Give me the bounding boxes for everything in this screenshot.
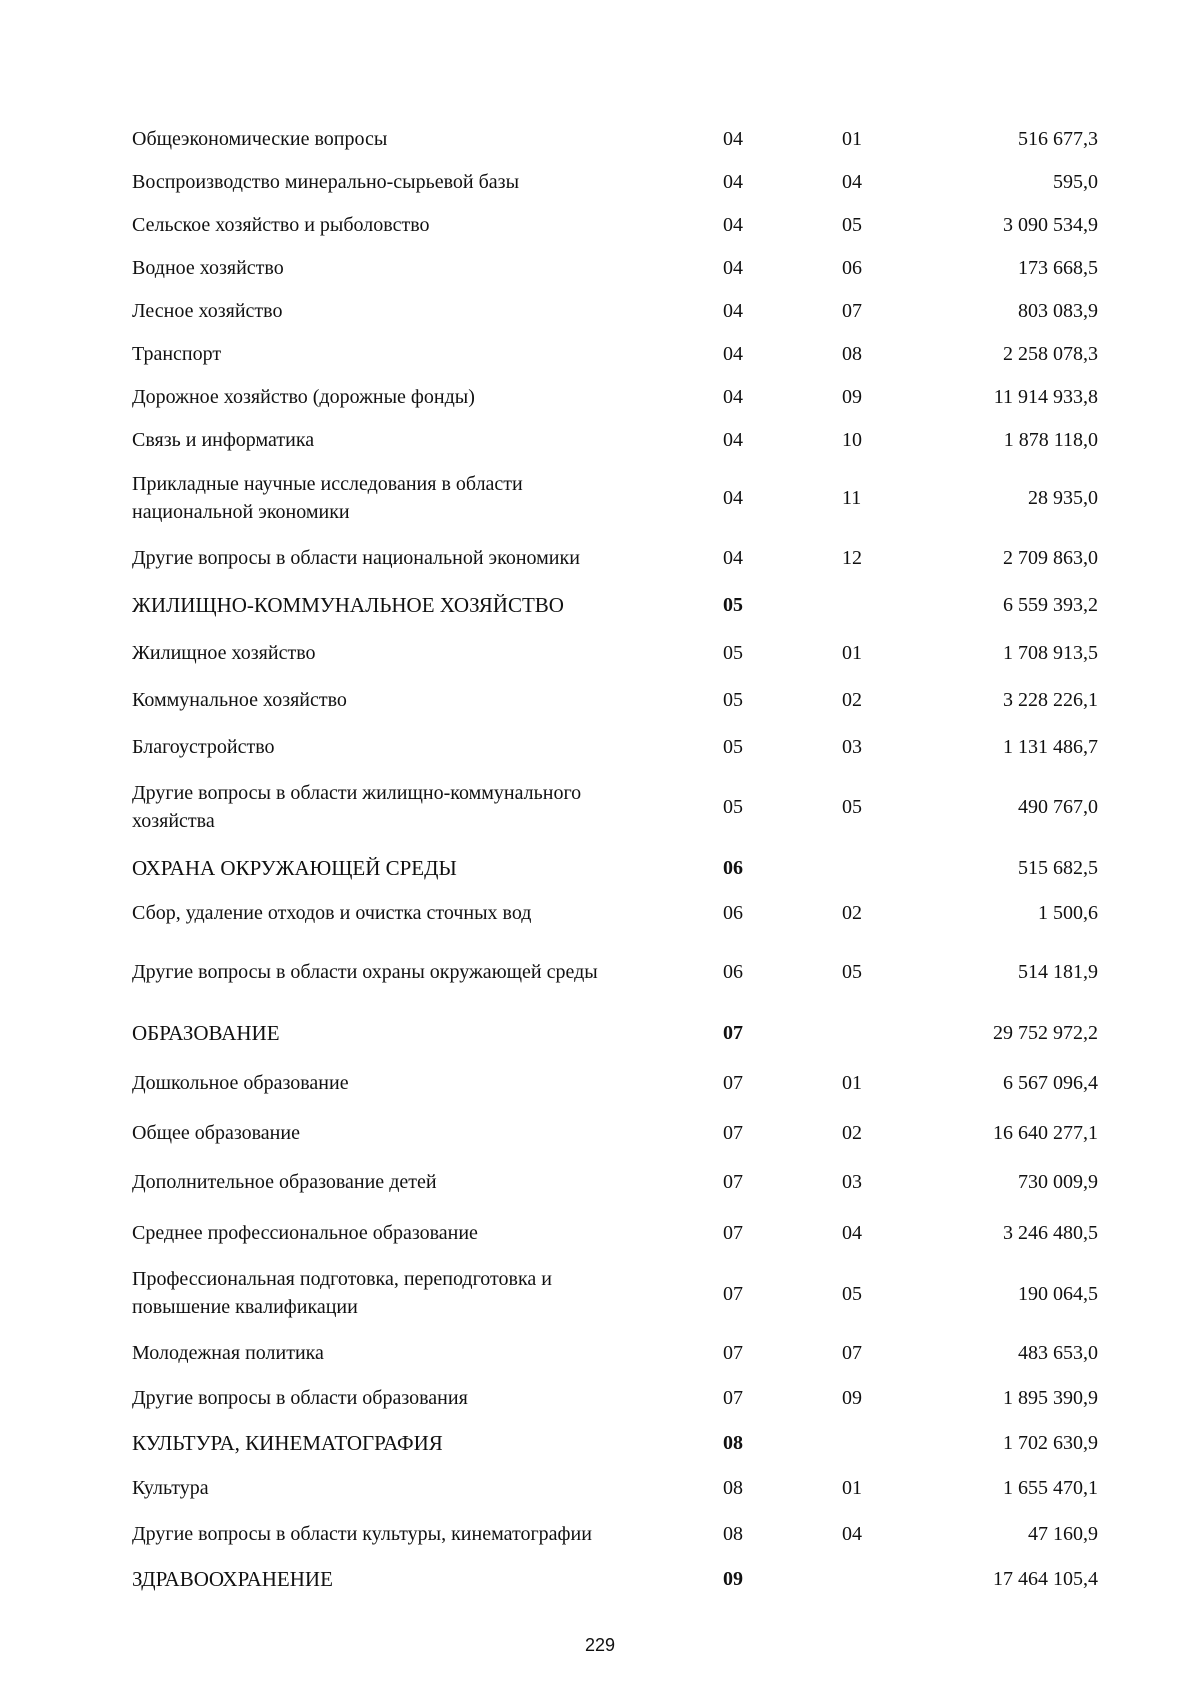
row-name: Воспроизводство минерально-сырьевой базы — [132, 171, 520, 193]
row-section-code: 04 — [723, 300, 743, 322]
row-subsection-code: 09 — [842, 386, 862, 408]
row-name: Дошкольное образование — [132, 1072, 349, 1094]
row-section-code: 05 — [723, 689, 743, 711]
row-subsection-code: 05 — [842, 1283, 862, 1305]
row-name: Общее образование — [132, 1122, 300, 1144]
row-subsection-code: 01 — [842, 128, 862, 150]
row-subsection-code: 07 — [842, 1342, 862, 1364]
row-amount: 29 752 972,2 — [993, 1022, 1098, 1044]
row-name: Другие вопросы в области охраны окружающей среды — [132, 961, 598, 983]
row-section-code: 07 — [723, 1022, 743, 1044]
row-subsection-code: 05 — [842, 961, 862, 983]
row-amount: 730 009,9 — [1018, 1171, 1098, 1193]
row-section-code: 04 — [723, 343, 743, 365]
row-subsection-code: 06 — [842, 257, 862, 279]
row-name: Прикладные научные исследования в области национальной экономики — [132, 473, 523, 523]
row-subsection-code: 08 — [842, 343, 862, 365]
row-name: ЗДРАВООХРАНЕНИЕ — [132, 1567, 333, 1591]
row-name: Другие вопросы в области жилищно-коммунального хозяйства — [132, 782, 582, 832]
row-section-code: 04 — [723, 128, 743, 150]
row-name: Другие вопросы в области культуры, кинематографии — [132, 1523, 592, 1545]
row-amount: 1 131 486,7 — [1003, 736, 1098, 758]
row-section-code: 08 — [723, 1432, 743, 1454]
row-subsection-code: 10 — [842, 429, 862, 451]
row-section-code: 07 — [723, 1072, 743, 1094]
row-subsection-code: 04 — [842, 171, 862, 193]
row-section-code: 07 — [723, 1122, 743, 1144]
row-amount: 28 935,0 — [1028, 487, 1098, 509]
row-amount: 1 500,6 — [1038, 902, 1098, 924]
row-amount: 47 160,9 — [1028, 1523, 1098, 1545]
row-amount: 17 464 105,4 — [993, 1568, 1098, 1590]
row-subsection-code: 04 — [842, 1523, 862, 1545]
row-section-code: 07 — [723, 1222, 743, 1244]
row-name: Водное хозяйство — [132, 257, 284, 279]
row-amount: 515 682,5 — [1018, 857, 1098, 879]
row-amount: 1 655 470,1 — [1003, 1477, 1098, 1499]
row-section-code: 08 — [723, 1477, 743, 1499]
row-section-code: 06 — [723, 857, 743, 879]
row-subsection-code: 02 — [842, 1122, 862, 1144]
row-name: ЖИЛИЩНО-КОММУНАЛЬНОЕ ХОЗЯЙСТВО — [132, 593, 564, 617]
row-amount: 11 914 933,8 — [993, 386, 1098, 408]
row-subsection-code: 01 — [842, 642, 862, 664]
row-name: Коммунальное хозяйство — [132, 689, 347, 711]
row-subsection-code: 09 — [842, 1387, 862, 1409]
row-section-code: 05 — [723, 736, 743, 758]
row-subsection-code: 02 — [842, 689, 862, 711]
row-section-code: 07 — [723, 1387, 743, 1409]
row-subsection-code: 04 — [842, 1222, 862, 1244]
row-amount: 483 653,0 — [1018, 1342, 1098, 1364]
row-section-code: 07 — [723, 1283, 743, 1305]
row-name: Другие вопросы в области национальной экономики — [132, 547, 580, 569]
row-section-code: 05 — [723, 594, 743, 616]
row-section-code: 05 — [723, 642, 743, 664]
row-name: Среднее профессиональное образование — [132, 1222, 478, 1244]
row-section-code: 08 — [723, 1523, 743, 1545]
row-amount: 1 895 390,9 — [1003, 1387, 1098, 1409]
row-name: Общеэкономические вопросы — [132, 128, 388, 150]
row-section-code: 07 — [723, 1171, 743, 1193]
row-name: Дорожное хозяйство (дорожные фонды) — [132, 386, 475, 408]
row-name: Лесное хозяйство — [132, 300, 283, 322]
row-name: КУЛЬТУРА, КИНЕМАТОГРАФИЯ — [132, 1431, 443, 1455]
row-name: Транспорт — [132, 343, 222, 365]
row-subsection-code: 11 — [842, 487, 862, 509]
row-name: Культура — [132, 1477, 209, 1499]
row-amount: 595,0 — [1053, 171, 1098, 193]
row-amount: 514 181,9 — [1018, 961, 1098, 983]
row-amount: 190 064,5 — [1018, 1283, 1098, 1305]
row-name: Сбор, удаление отходов и очистка сточных вод — [132, 902, 532, 924]
row-amount: 803 083,9 — [1018, 300, 1098, 322]
row-section-code: 09 — [723, 1568, 743, 1590]
row-section-code: 04 — [723, 429, 743, 451]
row-subsection-code: 03 — [842, 736, 862, 758]
row-section-code: 05 — [723, 796, 743, 818]
page-number: 229 — [584, 1635, 616, 1655]
row-subsection-code: 03 — [842, 1171, 862, 1193]
row-amount: 3 228 226,1 — [1003, 689, 1098, 711]
row-subsection-code: 01 — [842, 1477, 862, 1499]
row-amount: 16 640 277,1 — [993, 1122, 1098, 1144]
row-name: Благоустройство — [132, 736, 275, 758]
row-name: Жилищное хозяйство — [132, 642, 316, 664]
row-amount: 6 559 393,2 — [1003, 594, 1098, 616]
row-amount: 1 702 630,9 — [1003, 1432, 1098, 1454]
row-section-code: 04 — [723, 257, 743, 279]
row-section-code: 04 — [723, 214, 743, 236]
row-name: Профессиональная подготовка, переподготовка и повышение квалификации — [132, 1268, 552, 1318]
row-amount: 6 567 096,4 — [1003, 1072, 1098, 1094]
row-name: Сельское хозяйство и рыболовство — [132, 214, 430, 236]
row-name: Молодежная политика — [132, 1342, 324, 1364]
row-subsection-code: 05 — [842, 796, 862, 818]
row-subsection-code: 02 — [842, 902, 862, 924]
row-amount: 1 708 913,5 — [1003, 642, 1098, 664]
row-amount: 1 878 118,0 — [1003, 429, 1098, 451]
row-subsection-code: 01 — [842, 1072, 862, 1094]
row-section-code: 04 — [723, 386, 743, 408]
row-amount: 2 709 863,0 — [1003, 547, 1098, 569]
row-name: ОБРАЗОВАНИЕ — [132, 1021, 280, 1045]
row-amount: 3 246 480,5 — [1003, 1222, 1098, 1244]
row-section-code: 04 — [723, 487, 743, 509]
row-name: Дополнительное образование детей — [132, 1171, 437, 1193]
row-subsection-code: 05 — [842, 214, 862, 236]
row-name: Другие вопросы в области образования — [132, 1387, 468, 1409]
row-name: ОХРАНА ОКРУЖАЮЩЕЙ СРЕДЫ — [132, 856, 457, 880]
row-amount: 490 767,0 — [1018, 796, 1098, 818]
row-name: Связь и информатика — [132, 429, 315, 451]
row-amount: 3 090 534,9 — [1003, 214, 1098, 236]
row-section-code: 04 — [723, 547, 743, 569]
row-section-code: 04 — [723, 171, 743, 193]
row-section-code: 06 — [723, 902, 743, 924]
row-amount: 516 677,3 — [1018, 128, 1098, 150]
row-section-code: 06 — [723, 961, 743, 983]
row-amount: 173 668,5 — [1018, 257, 1098, 279]
row-subsection-code: 07 — [842, 300, 862, 322]
row-section-code: 07 — [723, 1342, 743, 1364]
row-subsection-code: 12 — [842, 547, 862, 569]
row-amount: 2 258 078,3 — [1003, 343, 1098, 365]
